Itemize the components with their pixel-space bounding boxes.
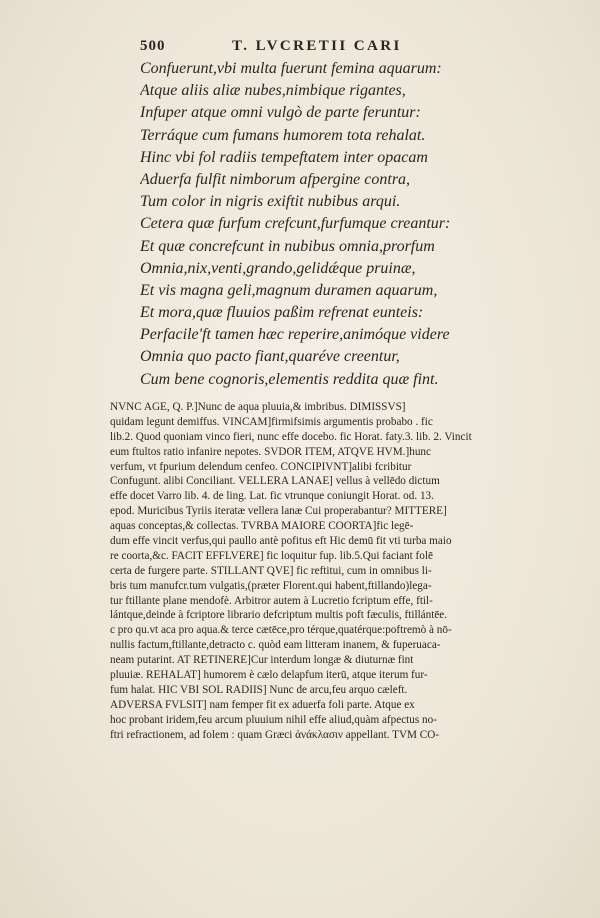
commentary-line: aquas conceptas,& collectas. TVRBA MAIORE COORTA]fic legē- bbox=[110, 520, 414, 533]
commentary-line: dum effe vincit verfus,qui paullo antè pofitus eft Hic demū fit vti turba maio bbox=[110, 535, 452, 548]
commentary-line: bris tum manufcr.tum vulgatis,(præter Florent.qui habent,ftillando)lega- bbox=[110, 579, 432, 592]
commentary-line: neam putarint. AT RETINERE]Cur interdum longæ & diuturnæ fint bbox=[110, 654, 414, 667]
commentary-line: verfum, vt fpurium delendum cenfeo. CONCIPIVNT]alibi fcribitur bbox=[110, 460, 412, 473]
verse-line: Et mora,quæ fluuios paßim refrenat eunteis: bbox=[140, 304, 424, 322]
page-number: 500 bbox=[140, 38, 166, 54]
verse-line: Hinc vbi fol radiis tempeftatem inter opacam bbox=[140, 148, 428, 166]
verse-line: Cum bene cognoris,elementis reddita quæ fint. bbox=[140, 370, 439, 388]
commentary-block bbox=[110, 400, 548, 742]
verse-line: Confuerunt,vbi multa fuerunt femina aquarum: bbox=[140, 60, 442, 77]
verse-line: Infuper atque omni vulgò de parte feruntur: bbox=[140, 104, 421, 122]
running-title: T. LVCRETII CARI bbox=[232, 38, 402, 54]
commentary-line: pluuiæ. REHALAT] humorem è cælo delapfum iterū, atque iterum fur- bbox=[110, 669, 428, 682]
commentary-line: nullis factum,ftillante,detracto c. quòd eam litteram inanem, & fuperuaca- bbox=[110, 639, 441, 652]
commentary-line: re coorta,&c. FACIT EFFLVERE] fic loquitur fup. lib.5.Qui faciant folē bbox=[110, 549, 433, 562]
commentary-line: effe docet Varro lib. 4. de ling. Lat. fic vtrunque coniungit Horat. od. 13. bbox=[110, 490, 434, 503]
commentary-line: epod. Muricibus Tyriis iteratæ vellera lanæ Cui properabantur? MITTERE] bbox=[110, 505, 447, 518]
verse-line: Aduerfa fulfit nimborum afpergine contra, bbox=[140, 170, 411, 188]
verse-line: Atque aliis aliæ nubes,nimbique rigantes, bbox=[140, 82, 406, 100]
commentary-line: Confugunt. alibi Conciliant. VELLERA LANAE] vellus à vellēdo dictum bbox=[110, 475, 440, 488]
commentary-line: tur ftillante plane mendofè. Arbitror autem à Lucretio fcriptum effe, ftil- bbox=[110, 594, 433, 607]
verse-line: Omnia quo pacto fiant,quaréve creentur, bbox=[140, 348, 400, 366]
commentary-line: NVNC AGE, Q. P.]Nunc de aqua pluuia,& imbribus. DIMISSVS] bbox=[110, 401, 406, 413]
verse-line: Et vis magna geli,magnum duramen aquarum, bbox=[140, 281, 438, 299]
commentary-line: ftri refractionem, ad folem : quam Græci ἀνάκλασιν appellant. TVM CO- bbox=[110, 728, 440, 741]
verse-line: Terráque cum fumans humorem tota rehalat. bbox=[140, 126, 426, 144]
page-header bbox=[140, 38, 470, 60]
commentary-line: fum halat. HIC VBI SOL RADIIS] Nunc de arcu,feu arquo cæleft. bbox=[110, 683, 408, 696]
commentary-line: lántque,deinde à fcriptore librario defcriptum multis poft fæculis, ftillántēe. bbox=[110, 609, 448, 622]
verse-line: Cetera quæ furfum crefcunt,furfumque creantur: bbox=[140, 215, 451, 233]
verse-line: Tum color in nigris exiftit nubibus arqui. bbox=[140, 193, 401, 211]
verse-line: Perfacile'ft tamen hæc reperire,animóque videre bbox=[140, 326, 450, 344]
commentary-line: ADVERSA FVLSIT] nam femper fit ex aduerfa foli parte. Atque ex bbox=[110, 698, 415, 711]
verse-block bbox=[140, 58, 480, 391]
commentary-line: lib.2. Quod quoniam vinco fieri, nunc effe docebo. fic Horat. faty.3. lib. 2. Vincit bbox=[110, 430, 472, 443]
verse-line: Omnia,nix,venti,grando,gelidǽque pruinæ, bbox=[140, 259, 416, 277]
commentary-line: eum ftultos ratio infanire nepotes. SVDOR ITEM, ATQVE HVM.]hunc bbox=[110, 445, 431, 458]
verse-line: Et quæ concrefcunt in nubibus omnia,prorfum bbox=[140, 237, 435, 255]
commentary-line: c pro qu.vt aca pro aqua.& terce cætēce,pro térque,quatérque:poftremò à nō- bbox=[110, 624, 452, 637]
commentary-line: quidam legunt demiffus. VINCAM]firmifsimis argumentis probabo . fic bbox=[110, 415, 433, 428]
commentary-line: certa de furgere parte. STILLANT QVE] fic reftitui, cum in omnibus li- bbox=[110, 564, 432, 577]
commentary-line: hoc probant iridem,feu arcum pluuium nihil effe aliud,quàm afpectus no- bbox=[110, 713, 437, 726]
